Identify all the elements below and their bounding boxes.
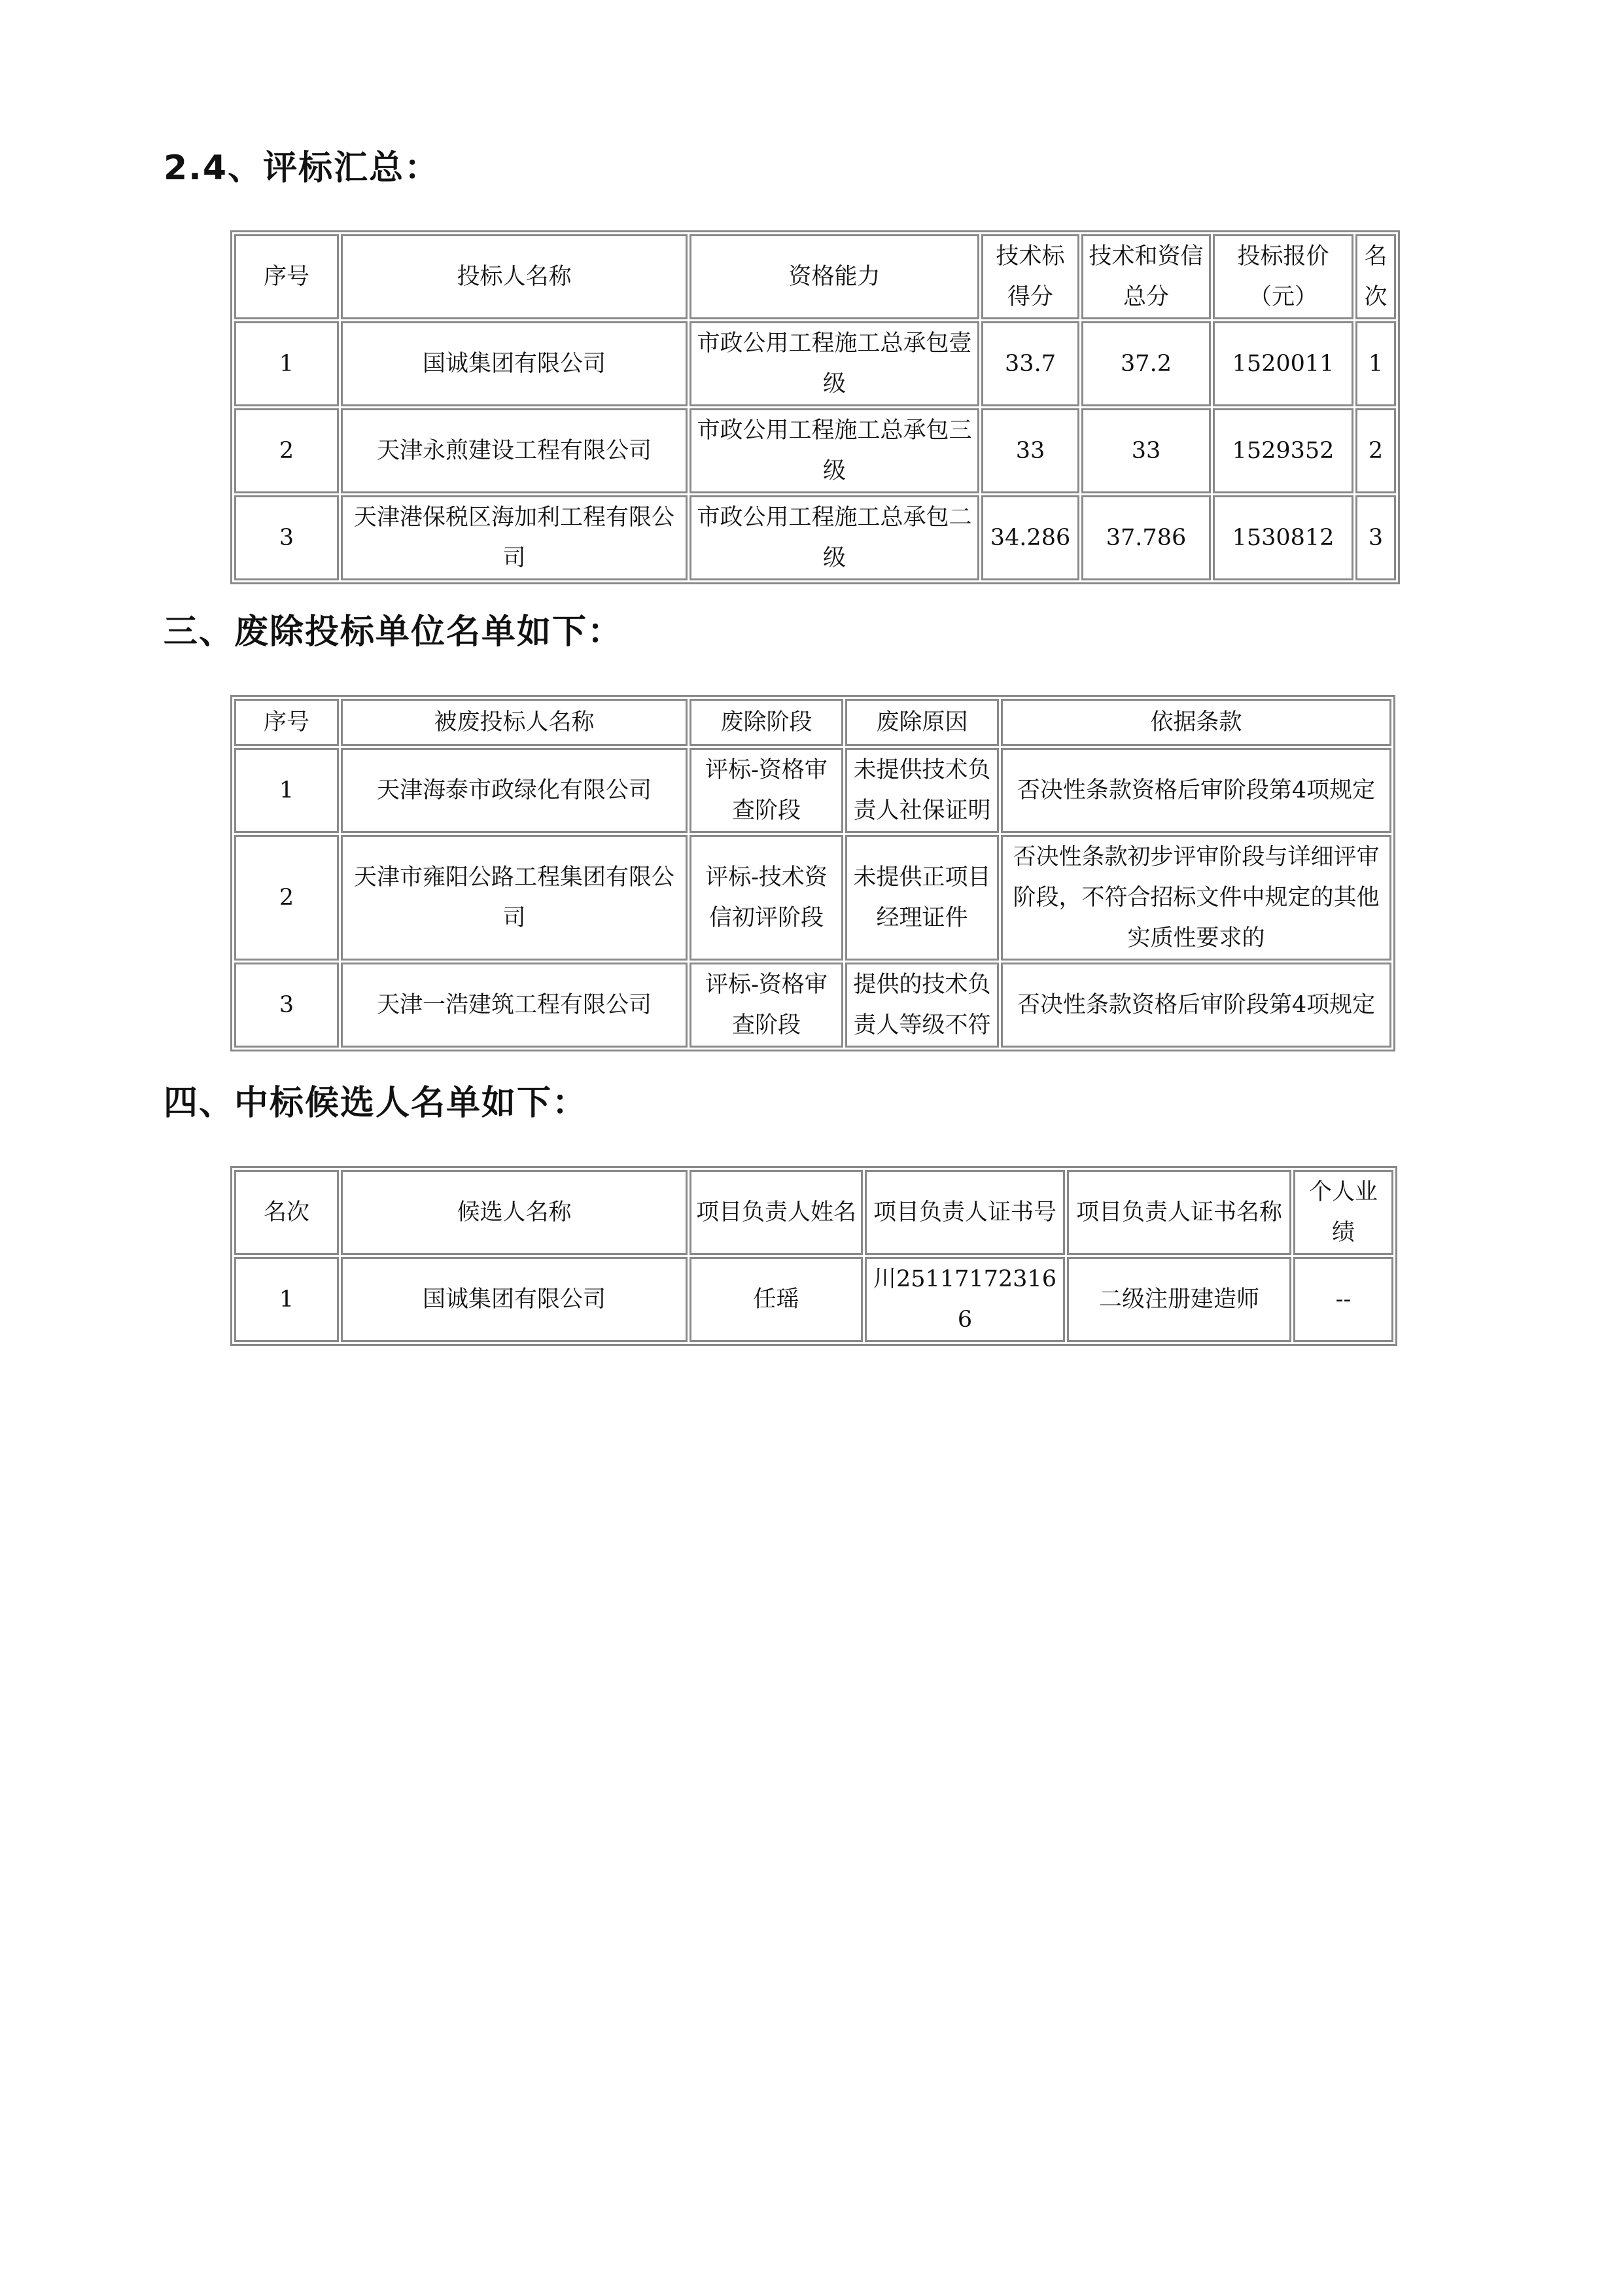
header-cell: 技术标得分 [981, 234, 1079, 319]
table-cell: 否决性条款资格后审阶段第4项规定 [1001, 748, 1391, 833]
winning-candidates-table [230, 1166, 1397, 1346]
table-cell: 2 [1355, 408, 1396, 493]
table-row [234, 408, 1396, 493]
table-cell: 市政公用工程施工总承包三级 [689, 408, 979, 493]
table-header-row [234, 234, 1396, 319]
table-cell: 天津市雍阳公路工程集团有限公司 [341, 835, 688, 961]
header-cell: 序号 [234, 234, 339, 319]
table-cell: 评标-资格审查阶段 [689, 748, 843, 833]
table-row [234, 835, 1391, 961]
table-cell: 1529352 [1213, 408, 1353, 493]
table-cell: 3 [234, 495, 339, 580]
table-cell: 提供的技术负责人等级不符 [845, 963, 999, 1048]
table-cell: -- [1293, 1257, 1393, 1342]
table-cell: 二级注册建造师 [1067, 1257, 1291, 1342]
header-cell: 投标人名称 [341, 234, 688, 319]
table-cell: 市政公用工程施工总承包二级 [689, 495, 979, 580]
table-cell: 34.286 [981, 495, 1079, 580]
header-cell: 项目负责人证书号 [865, 1170, 1065, 1255]
table-row [234, 748, 1391, 833]
table-cell: 天津港保税区海加利工程有限公司 [341, 495, 688, 580]
table-cell: 天津永煎建设工程有限公司 [341, 408, 688, 493]
table-cell: 天津海泰市政绿化有限公司 [341, 748, 688, 833]
header-cell: 投标报价（元） [1213, 234, 1353, 319]
header-cell: 废除阶段 [689, 699, 843, 746]
table-cell: 33.7 [981, 321, 1079, 406]
header-cell: 序号 [234, 699, 339, 746]
table-cell: 1520011 [1213, 321, 1353, 406]
header-cell: 技术和资信总分 [1081, 234, 1211, 319]
section-4-heading: 四、中标候选人名单如下： [164, 1084, 588, 1123]
header-cell: 名次 [1355, 234, 1396, 319]
table-cell: 否决性条款资格后审阶段第4项规定 [1001, 963, 1391, 1048]
table-cell: 评标-技术资信初评阶段 [689, 835, 843, 961]
header-cell: 名次 [234, 1170, 339, 1255]
table-cell: 否决性条款初步评审阶段与详细评审阶段，不符合招标文件中规定的其他实质性要求的 [1001, 835, 1391, 961]
section-2-4-heading: 2.4、评标汇总： [164, 149, 440, 188]
table-cell: 任瑶 [689, 1257, 863, 1342]
table-cell: 评标-资格审查阶段 [689, 963, 843, 1048]
table-cell: 市政公用工程施工总承包壹级 [689, 321, 979, 406]
table-cell: 国诚集团有限公司 [341, 1257, 688, 1342]
table-cell: 3 [234, 963, 339, 1048]
table-cell: 37.2 [1081, 321, 1211, 406]
table-cell: 1530812 [1213, 495, 1353, 580]
table-cell: 1 [234, 321, 339, 406]
table-cell: 1 [234, 1257, 339, 1342]
table-cell: 1 [1355, 321, 1396, 406]
table-cell: 天津一浩建筑工程有限公司 [341, 963, 688, 1048]
table-cell: 川251171723166 [865, 1257, 1065, 1342]
section-3-heading: 三、废除投标单位名单如下： [164, 612, 623, 652]
table-cell: 3 [1355, 495, 1396, 580]
header-cell: 个人业绩 [1293, 1170, 1393, 1255]
table-cell: 37.786 [1081, 495, 1211, 580]
table-header-row [234, 699, 1391, 746]
table-cell: 33 [1081, 408, 1211, 493]
header-cell: 项目负责人姓名 [689, 1170, 863, 1255]
table-cell: 33 [981, 408, 1079, 493]
table-row [234, 1257, 1393, 1342]
table-row [234, 495, 1396, 580]
disqualified-bidders-table [230, 695, 1395, 1051]
table-cell: 未提供正项目经理证件 [845, 835, 999, 961]
evaluation-summary-table [230, 230, 1400, 584]
table-cell: 未提供技术负责人社保证明 [845, 748, 999, 833]
table-row [234, 963, 1391, 1048]
table-cell: 1 [234, 748, 339, 833]
header-cell: 资格能力 [689, 234, 979, 319]
table-cell: 2 [234, 408, 339, 493]
header-cell: 候选人名称 [341, 1170, 688, 1255]
header-cell: 项目负责人证书名称 [1067, 1170, 1291, 1255]
header-cell: 依据条款 [1001, 699, 1391, 746]
table-header-row [234, 1170, 1393, 1255]
table-cell: 国诚集团有限公司 [341, 321, 688, 406]
header-cell: 废除原因 [845, 699, 999, 746]
header-cell: 被废投标人名称 [341, 699, 688, 746]
table-cell: 2 [234, 835, 339, 961]
table-row [234, 321, 1396, 406]
